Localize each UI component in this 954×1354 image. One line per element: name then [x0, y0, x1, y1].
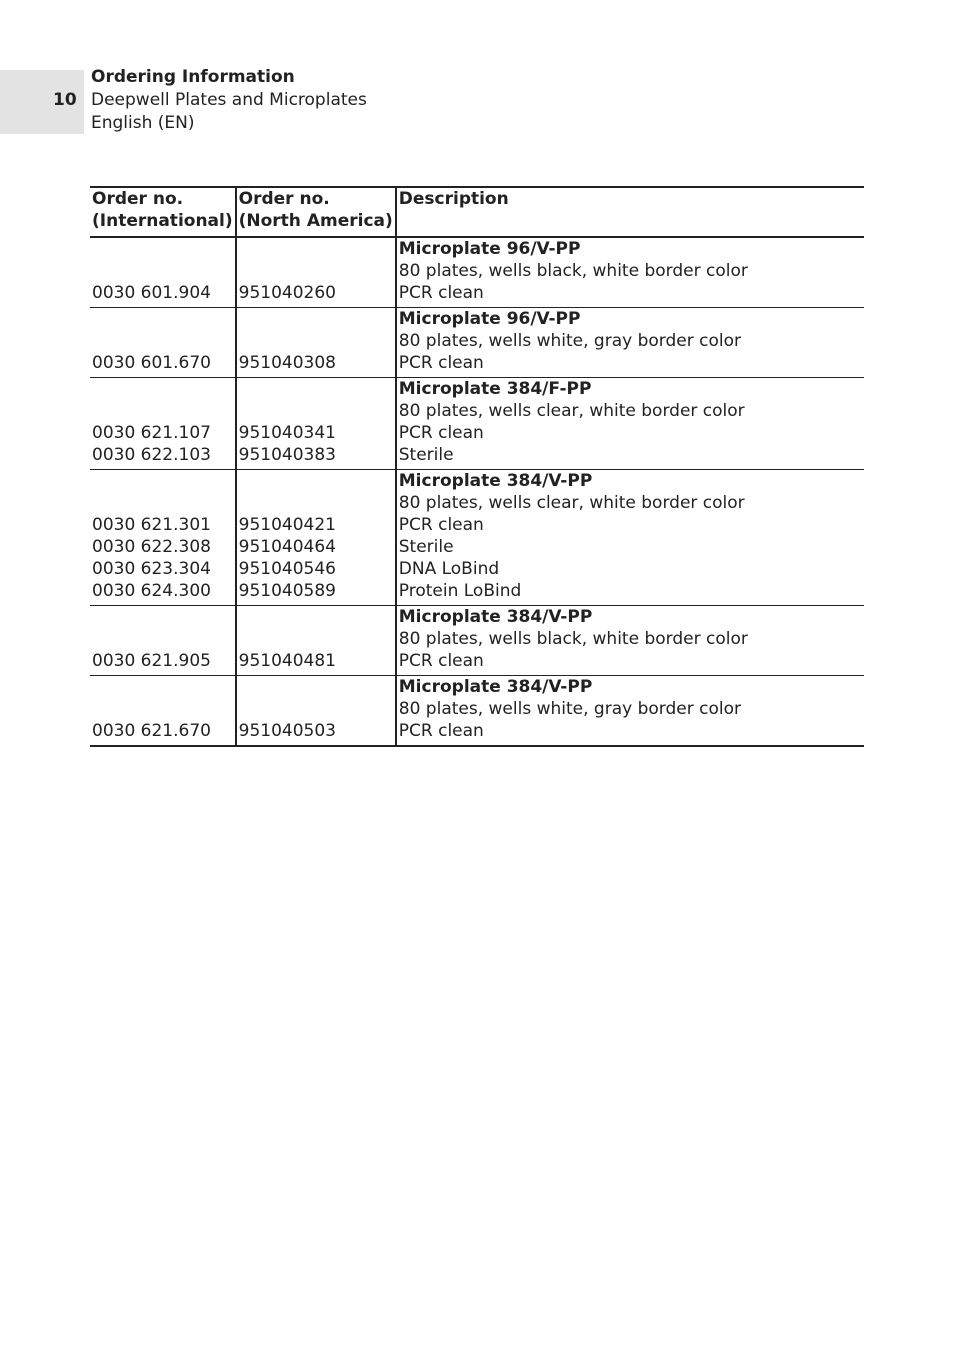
- description-line: PCR clean: [398, 651, 484, 671]
- order-no-international: 0030 621.670: [92, 721, 211, 741]
- order-no-international-cell: [90, 308, 236, 378]
- description-line: 80 plates, wells white, gray border color: [398, 331, 741, 351]
- product-name: Microplate 96/V-PP: [398, 239, 581, 259]
- table-row: [90, 378, 864, 470]
- order-no-north-america-cell: [236, 470, 396, 606]
- order-no-north-america: 951040383: [238, 445, 336, 465]
- table-row: [90, 308, 864, 378]
- order-no-north-america: 951040464: [238, 537, 336, 557]
- section-title: Ordering Information: [91, 67, 295, 87]
- order-no-international: 0030 622.103: [92, 445, 211, 465]
- column-header-description: Description: [398, 189, 509, 209]
- order-no-international: 0030 601.904: [92, 283, 211, 303]
- description-cell: [396, 606, 864, 676]
- table-row: [90, 606, 864, 676]
- language-label: English (EN): [91, 113, 195, 133]
- description-line: PCR clean: [398, 515, 484, 535]
- description-cell: [396, 676, 864, 747]
- order-no-north-america: 951040546: [238, 559, 336, 579]
- order-no-north-america: 951040589: [238, 581, 336, 601]
- description-line: 80 plates, wells black, white border color: [398, 261, 748, 281]
- table-row: [90, 470, 864, 606]
- order-no-north-america-cell: [236, 308, 396, 378]
- order-no-north-america: 951040421: [238, 515, 336, 535]
- column-header-international: Order no. (International): [90, 187, 236, 237]
- description-cell: [396, 237, 864, 308]
- description-line: 80 plates, wells clear, white border color: [398, 401, 745, 421]
- product-name: Microplate 384/F-PP: [398, 379, 592, 399]
- description-line: PCR clean: [398, 423, 484, 443]
- order-no-international-cell: [90, 676, 236, 747]
- order-no-north-america: 951040308: [238, 353, 336, 373]
- order-no-international: 0030 623.304: [92, 559, 211, 579]
- order-no-international: 0030 622.308: [92, 537, 211, 557]
- table-row: [90, 237, 864, 308]
- order-no-north-america: 951040341: [238, 423, 336, 443]
- description-line: PCR clean: [398, 721, 484, 741]
- order-no-north-america: 951040481: [238, 651, 336, 671]
- page-number: 10: [53, 90, 77, 110]
- product-name: Microplate 384/V-PP: [398, 677, 593, 697]
- description-line: PCR clean: [398, 283, 484, 303]
- order-no-north-america: 951040503: [238, 721, 336, 741]
- product-name: Microplate 384/V-PP: [398, 607, 593, 627]
- order-no-international: 0030 621.905: [92, 651, 211, 671]
- order-no-international-cell: [90, 470, 236, 606]
- description-cell: [396, 308, 864, 378]
- description-line: 80 plates, wells clear, white border color: [398, 493, 745, 513]
- order-no-international-cell: [90, 378, 236, 470]
- table-row: [90, 676, 864, 747]
- product-name: Microplate 96/V-PP: [398, 309, 581, 329]
- section-subtitle: Deepwell Plates and Microplates: [91, 90, 367, 110]
- description-line: 80 plates, wells white, gray border color: [398, 699, 741, 719]
- order-no-north-america-cell: [236, 378, 396, 470]
- order-no-international: 0030 621.301: [92, 515, 211, 535]
- description-line: Protein LoBind: [398, 581, 522, 601]
- description-cell: [396, 470, 864, 606]
- order-no-international: 0030 601.670: [92, 353, 211, 373]
- order-no-international-cell: [90, 237, 236, 308]
- description-line: DNA LoBind: [398, 559, 500, 579]
- order-no-north-america: 951040260: [238, 283, 336, 303]
- product-name: Microplate 384/V-PP: [398, 471, 593, 491]
- order-no-north-america-cell: [236, 237, 396, 308]
- order-no-international: 0030 624.300: [92, 581, 211, 601]
- description-line: PCR clean: [398, 353, 484, 373]
- table-header-row: [90, 187, 864, 237]
- page-header: [91, 66, 367, 135]
- order-no-international: 0030 621.107: [92, 423, 211, 443]
- description-line: Sterile: [398, 445, 454, 465]
- column-header-north-america: Order no. (North America): [236, 187, 396, 237]
- ordering-table: [90, 186, 864, 747]
- description-cell: [396, 378, 864, 470]
- description-line: Sterile: [398, 537, 454, 557]
- description-line: 80 plates, wells black, white border color: [398, 629, 748, 649]
- order-no-north-america-cell: [236, 606, 396, 676]
- order-no-north-america-cell: [236, 676, 396, 747]
- order-no-international-cell: [90, 606, 236, 676]
